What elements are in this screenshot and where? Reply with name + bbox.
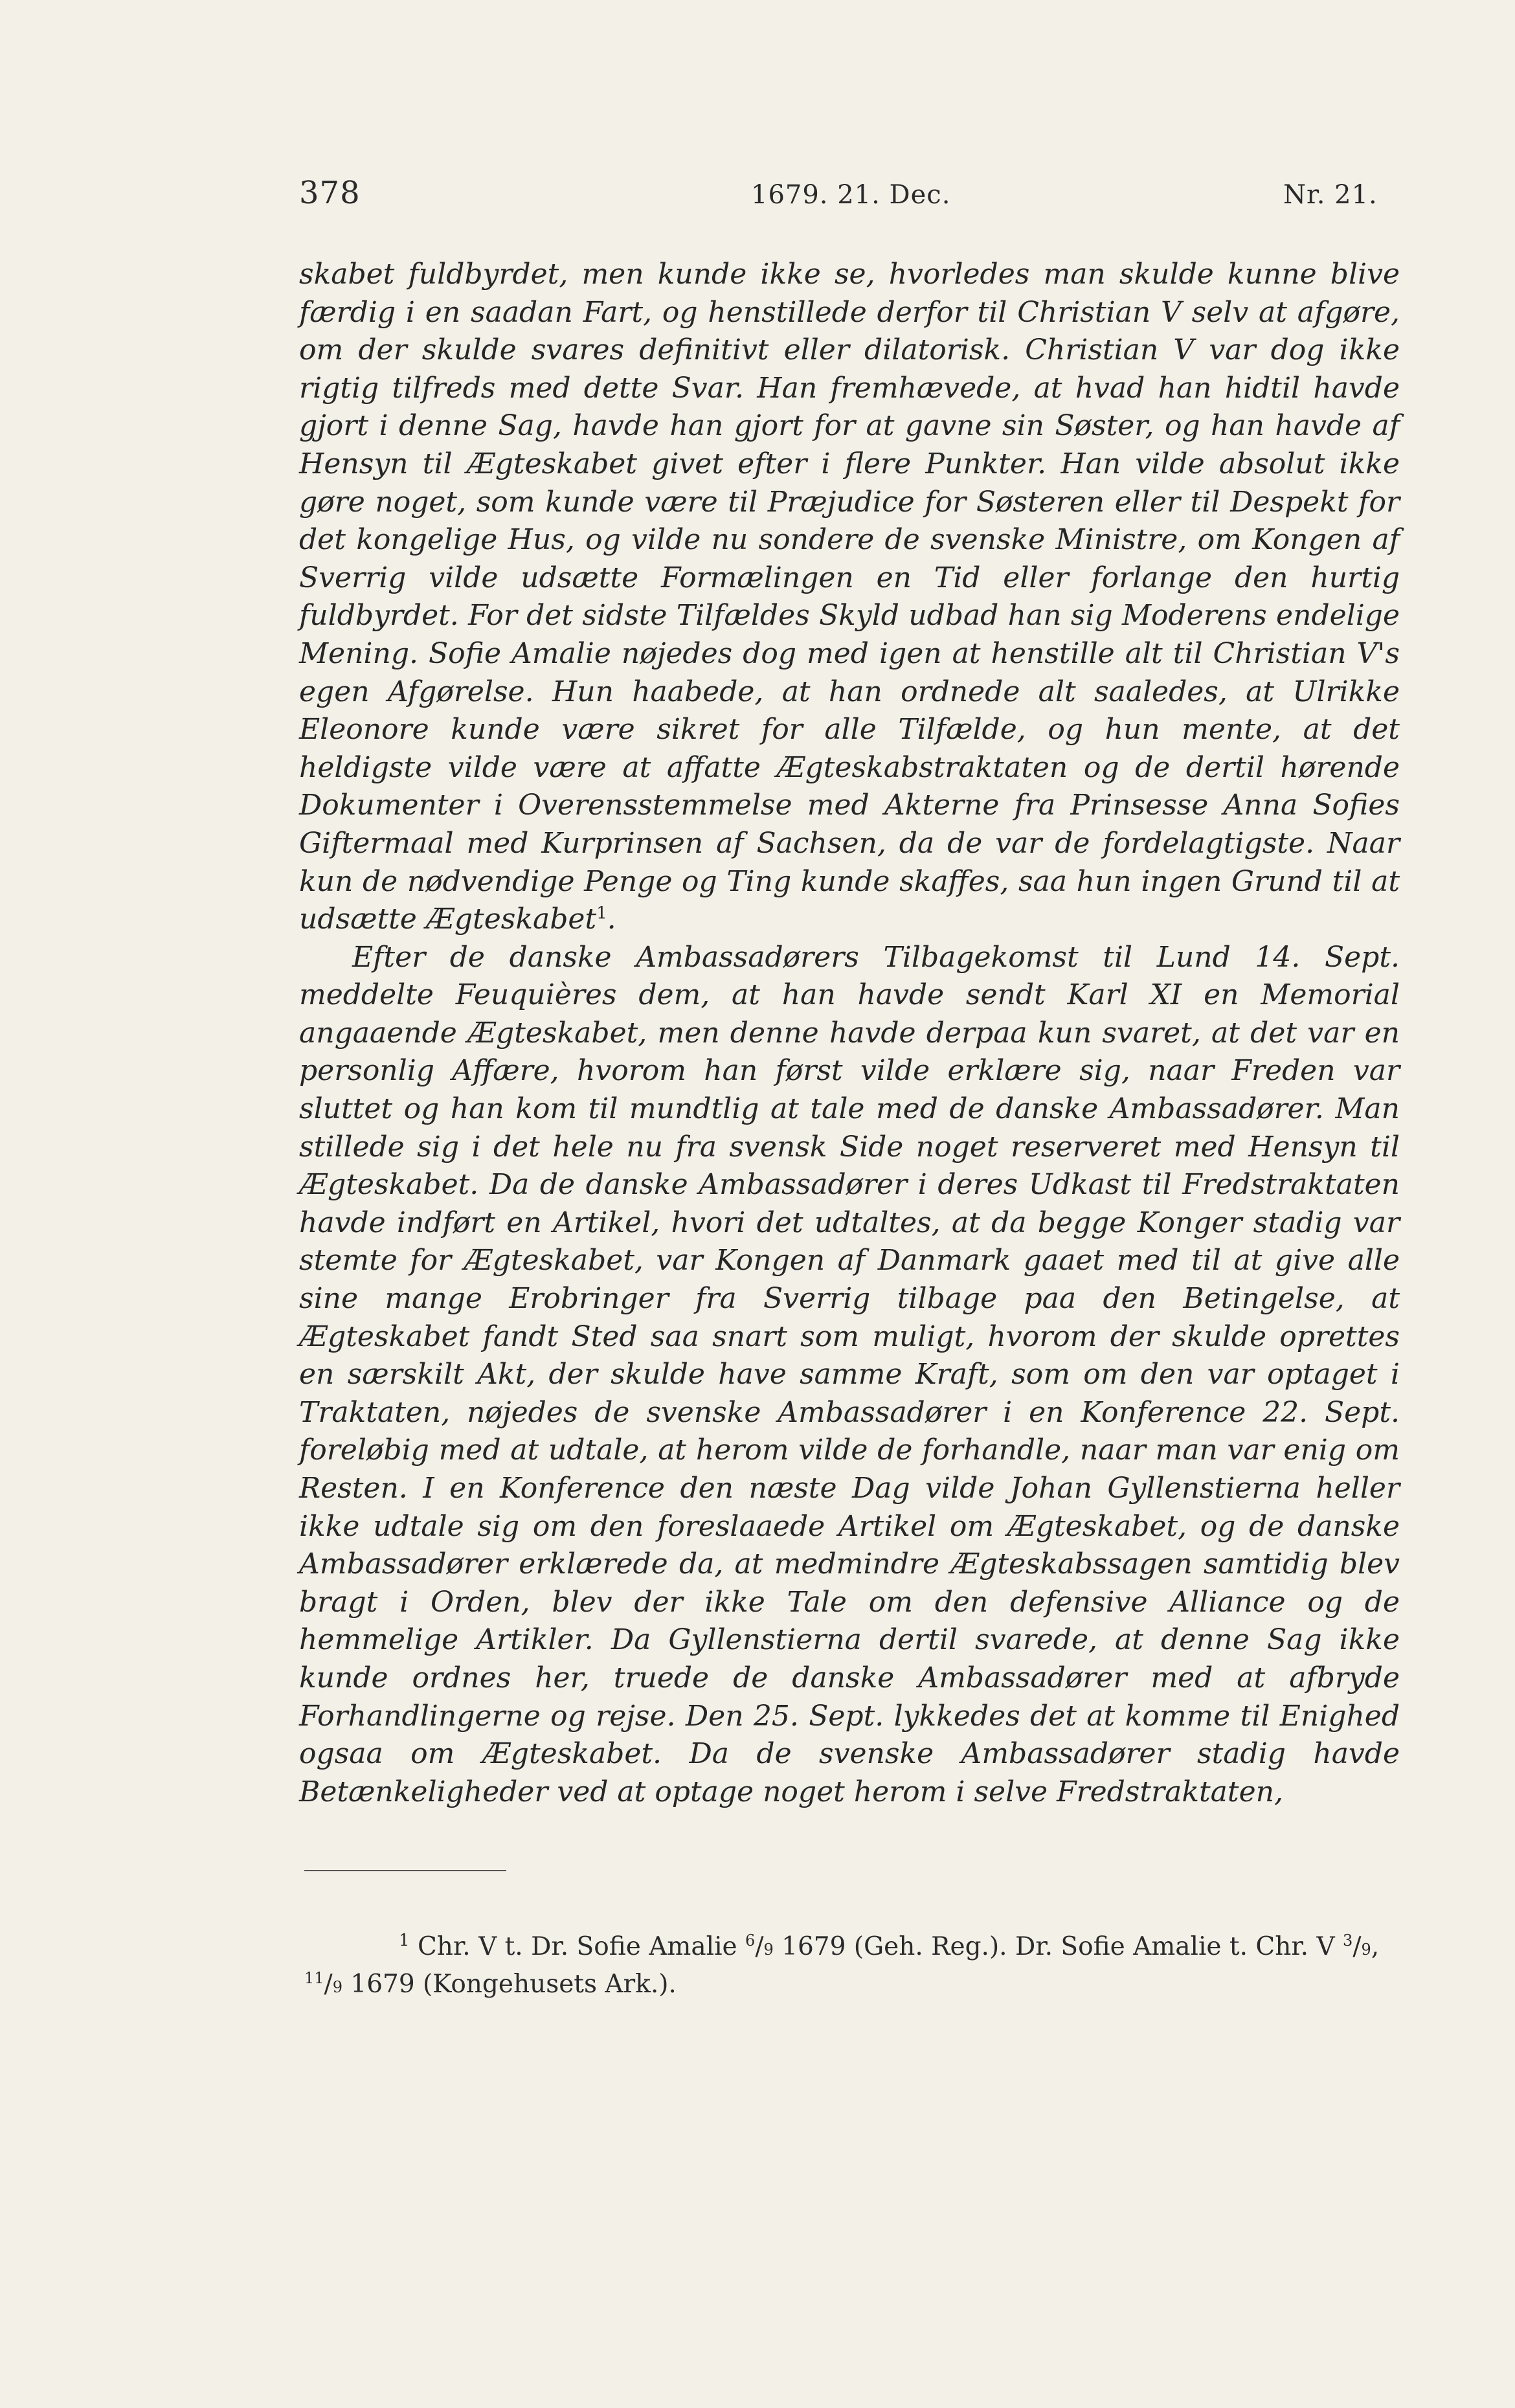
fraction-3-denominator: 9 (332, 1978, 342, 1996)
page-number: 378 (299, 175, 361, 211)
header-date: 1679. 21. Dec. (751, 180, 951, 210)
fraction-2-denominator: 9 (1361, 1941, 1371, 1959)
header-document-number: Nr. 21. (1283, 180, 1378, 210)
fraction-1-denominator: 9 (763, 1941, 774, 1959)
fraction-3-numerator: 11 (304, 1969, 324, 1987)
paragraph-1-text: skabet fuldbyrdet, men kunde ikke se, hvorledes man skulde kunne blive færdig i en saadan Fart, og henstillede derfor til Christian V selv at afgøre, om der skulde svares definitivt eller dilatorisk. Christian V var dog ikke rigtig tilfreds med dette Svar. Han fremhævede, at hvad han hidtil havde gjort i denne Sag, havde han gjort for at gavne sin Søster, og han havde af Hensyn til Ægteskabet givet efter i flere Punkter. Han vilde absolut ikke gøre noget, som kunde være til Præjudice for Søsteren eller til Despekt for det kongelige Hus, og vilde nu sondere de svenske Ministre, om Kongen af Sverrig vilde udsætte Formælingen en Tid eller forlange den hurtig fuldbyrdet. For det sidste Tilfældes Skyld udbad han sig Moderens endelige Mening. Sofie Amalie nøjedes dog med igen at henstille alt til Christian V's egen Afgørelse. Hun haabede, at han ordnede alt saaledes, at Ulrikke Eleonore kunde være sikret for alle Tilfælde, og hun mente, at det heldigste vilde være at affatte Ægteskabstraktaten og de dertil hørende Dokumenter i Overensstemmelse med Akterne fra Prinsesse Anna Sofies Giftermaal med Kurprinsen af Sachsen, da de var de fordelagtigste. Naar kun de nødvendige Penge og Ting kunde skaffes, saa hun ingen Grund til at udsætte Ægteskabet (299, 258, 1400, 936)
footnote-marker: 1 (399, 1931, 410, 1950)
date-fraction-1: $^6$/9 (745, 1931, 774, 1961)
footnote-divider (304, 1870, 506, 1871)
body-text (299, 256, 1400, 1811)
fraction-1-numerator: 6 (745, 1931, 756, 1950)
paragraph-1-end: . (607, 903, 616, 936)
footnote-text-a: Chr. V t. Dr. Sofie Amalie (417, 1932, 737, 1961)
paragraph-2: Efter de danske Ambassadørers Tilbagekomst til Lund 14. Sept. meddelte Feuquières dem, at han havde sendt Karl XI en Memorial angaaende Ægteskabet, men denne havde derpaa kun svaret, at det var en personlig Affære, hvorom han først vilde erklære sig, naar Freden var sluttet og han kom til mundtlig at tale med de danske Ambassadører. Man stillede sig i det hele nu fra svensk Side noget reserveret med Hensyn til Ægteskabet. Da de danske Ambassadører i deres Udkast til Fredstraktaten havde indført en Artikel, hvori det udtaltes, at da begge Konger stadig var stemte for Ægteskabet, var Kongen af Danmark gaaet med til at give alle sine mange Erobringer fra Sverrig tilbage paa den Betingelse, at Ægteskabet fandt Sted saa snart som muligt, hvorom der skulde oprettes en særskilt Akt, der skulde have samme Kraft, som om den var optaget i Traktaten, nøjedes de svenske Ambassadører i en Konference 22. Sept. foreløbig med at udtale, at herom vilde de forhandle, naar man var enig om Resten. I en Konference den næste Dag vilde Johan Gyllenstierna heller ikke udtale sig om den foreslaaede Artikel om Ægteskabet, og de danske Ambassadører erklærede da, at medmindre Ægteskabssagen samtidig blev bragt i Orden, blev der ikke Tale om den defensive Alliance og de hemmelige Artikler. Da Gyllenstierna dertil svarede, at denne Sag ikke kunde ordnes her, truede de danske Ambassadører med at afbryde Forhandlingerne og rejse. Den 25. Sept. lykkedes det at komme til Enighed ogsaa om Ægteskabet. Da de svenske Ambassadører stadig havde Betænkeligheder ved at optage noget herom i selve Fredstraktaten, (299, 940, 1400, 1808)
fraction-2-numerator: 3 (1343, 1931, 1353, 1950)
date-fraction-3: $^{11}$/9 (304, 1969, 342, 1999)
page-header (0, 175, 1515, 220)
footnote-reference: 1 (596, 903, 607, 923)
footnote: $^1$ Chr. V t. Dr. Sofie Amalie $^6$/9 1679 (Geh. Reg.). Dr. Sofie Amalie t. Chr. V $^3$/9, $^{11}$/9 1679 (Kongehusets Ark.). (304, 1931, 1380, 1999)
footnote-text-c: 1679 (Kongehusets Ark.). (350, 1970, 677, 1999)
footnote-text-b: 1679 (Geh. Reg.). Dr. Sofie Amalie t. Chr. V (781, 1932, 1335, 1961)
paragraph-1 (299, 256, 1400, 939)
date-fraction-2: $^3$/9 (1343, 1931, 1371, 1961)
